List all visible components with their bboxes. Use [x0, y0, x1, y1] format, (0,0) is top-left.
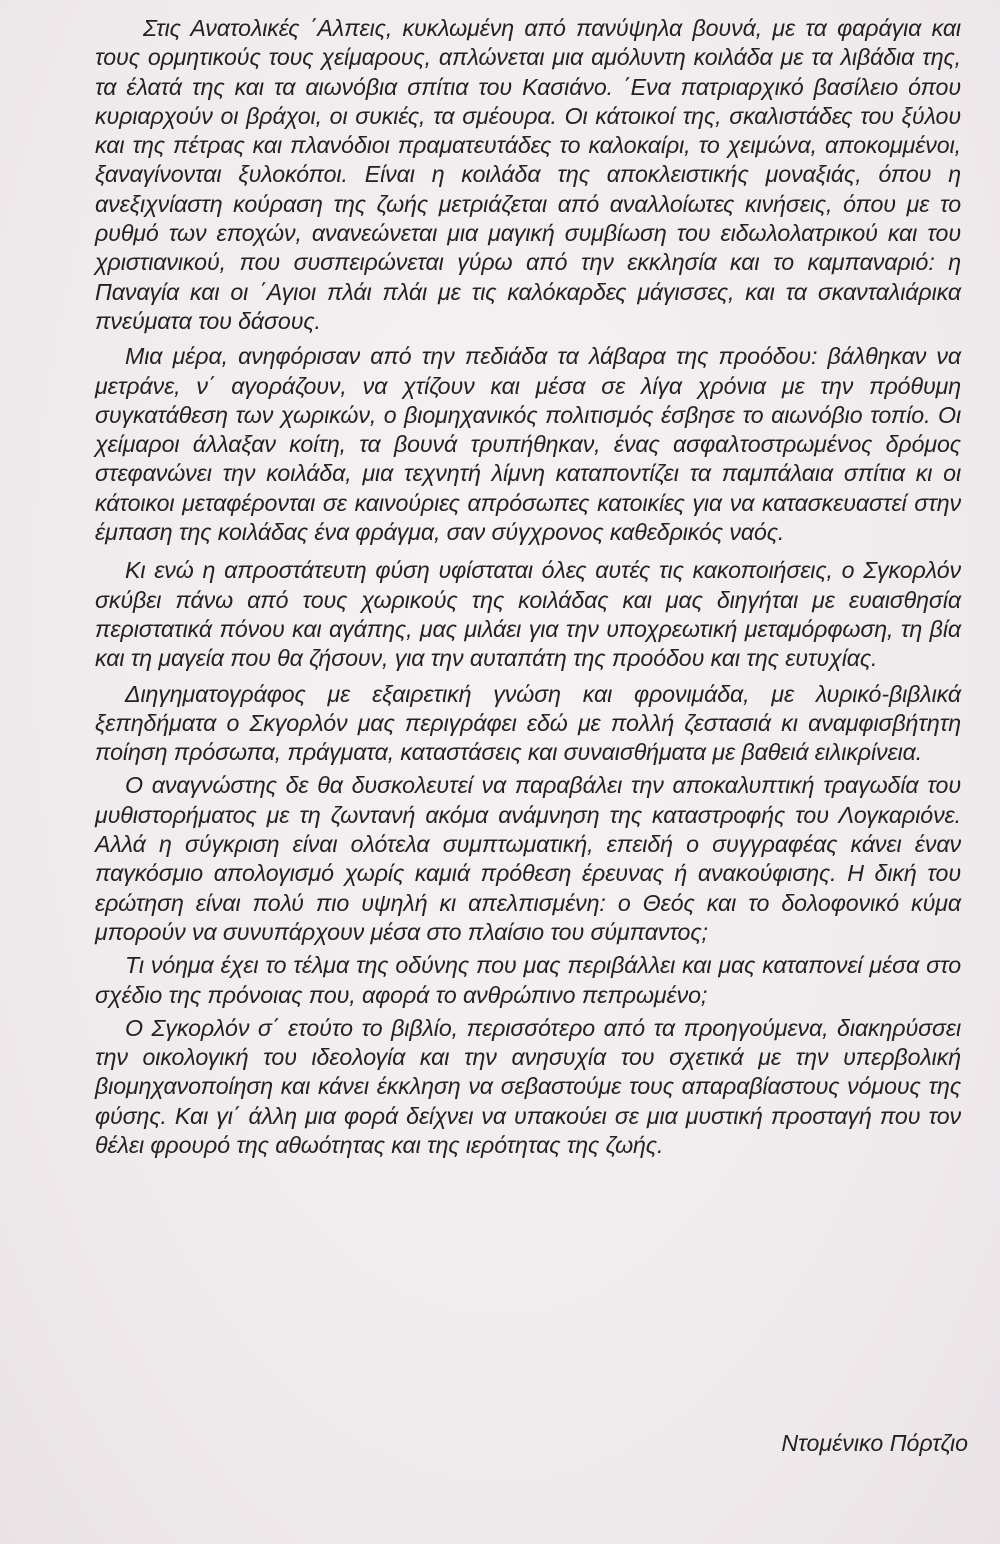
paragraph-2: Μια μέρα, ανηφόρισαν από την πεδιάδα τα λάβαρα της προόδου: βάλθηκαν να μετράνε, ν΄ αγοράζουν, να χτίζουν και μέσα σε λίγα χρόνια με την πρόθυμη συγκατάθεση των χωρικών, ο βιομηχανικός πολιτισμός έσβησε το αιωνόβιο τοπίο. Οι χείμαροι άλλαξαν κοίτη, τα βουνά τρυπήθηκαν, ένας ασφαλτοστρωμένος δρόμος στεφανώνει την κοιλάδα, μια τεχνητή λίμνη καταποντίζει τα παμπάλαια σπίτια κι οι κάτοικοι μεταφέρονται σε καινούριες απρόσωπες κατοικίες για να κατασκευαστεί στην έμπαση της κοιλάδας ένα φράγμα, σαν σύγχρονος καθεδρικός ναός.	[95, 343, 961, 546]
paragraph-5: Ο αναγνώστης δε θα δυσκολευτεί να παραβάλει την αποκαλυπτική τραγωδία του μυθιστορήματος με τη ζωντανή ακόμα ανάμνηση της καταστροφής του Λογκαριόνε. Αλλά η σύγκριση είναι ολότελα συμπτωματική, επειδή ο συγγραφέας κάνει έναν παγκόσμιο απολογισμό χωρίς καμιά πρόθεση έρευνας ή ανακούφισης. Η δική του ερώτηση είναι πολύ πιο υψηλή κι απελπισμένη: ο Θεός και το δολοφονικό κύμα μπορούν να συνυπάρχουν μέσα στο πλαίσιο του σύμπαντος;	[95, 772, 961, 945]
paragraph-3: Κι ενώ η απροστάτευτη φύση υφίσταται όλες αυτές τις κακοποιήσεις, ο Σγκορλόν σκύβει πάνω από τους χωρικούς της κοιλάδας και μας διηγήται με ευαισθησία περιστατικά πόνου και αγάπης, μας μιλάει για την υποχρεωτική μεταμόρφωση, τη βία και τη μαγεία που θα ζήσουν, για την αυταπάτη της προόδου και της ευτυχίας.	[95, 557, 961, 672]
paragraph-4: Διηγηματογράφος με εξαιρετική γνώση και φρονιμάδα, με λυρικό-βιβλικά ξεπηδήματα ο Σκγορλόν μας περιγράφει εδώ με πολλή ζεστασιά κι αναμφισβήτητη ποίηση πρόσωπα, πράγματα, καταστάσεις και συναισθήματα με βαθειά ειλικρίνεια.	[95, 680, 961, 766]
body-text	[95, 14, 961, 1160]
paragraph-1: Στις Ανατολικές ΄Αλπεις, κυκλωμένη από πανύψηλα βουνά, με τα φαράγια και τους ορμητικούς τους χείμαρους, απλώνεται μια αμόλυντη κοιλάδα με τα λιβάδια της, τα έλατά της και τα αιωνόβια σπίτια του Κασιάνο. ΄Ενα πατριαρχικό βασίλειο όπου κυριαρχούν οι βράχοι, οι συκιές, τα σμέουρα. Οι κάτοικοί της, σκαλιστάδες του ξύλου και της πέτρας και πλανόδιοι πραματευτάδες το καλοκαίρι, το χειμώνα, αποκομμένοι, ξαναγίνονται ξυλοκόποι. Είναι η κοιλάδα της αποκλειστικής μοναξιάς, όπου η ανεξιχνίαστη κούραση της ζωής μετριάζεται από αναλλοίωτες κινήσεις, όπου με το ρυθμό των εποχών, ανανεώνεται μια μαγική συμβίωση του ειδωλολατρικού και του χριστιανικού, που συσπειρώνεται γύρω από την εκκλησία και το καμπαναριό: η Παναγία και οι ΄Αγιοι πλάι πλάι με τις καλόκαρδες μάγισσες, και τα σκανταλιάρικα πνεύματα του δάσους.	[95, 15, 961, 334]
paragraph-6: Τι νόημα έχει το τέλμα της οδύνης που μας περιβάλλει και μας καταπονεί μέσα στο σχέδιο της πρόνοιας που, αφορά το ανθρώπινο πεπρωμένο;	[95, 952, 961, 1008]
author-signature: Ντομένικο Πόρτζιο	[781, 1430, 968, 1456]
paragraph-7: Ο Σγκορλόν σ΄ ετούτο το βιβλίο, περισσότερο από τα προηγούμενα, διακηρύσσει την οικολογική του ιδεολογία και την ανησυχία του σχετικά με την υπερβολική βιομηχανοποίηση και κάνει έκκληση να σεβαστούμε τους απαραβίαστους νόμους της φύσης. Και γι΄ άλλη μια φορά δείχνει να υπακούει σε μια μυστική προσταγή που τον θέλει φρουρό της αθωότητας και της ιερότητας της ζωής.	[95, 1014, 961, 1158]
